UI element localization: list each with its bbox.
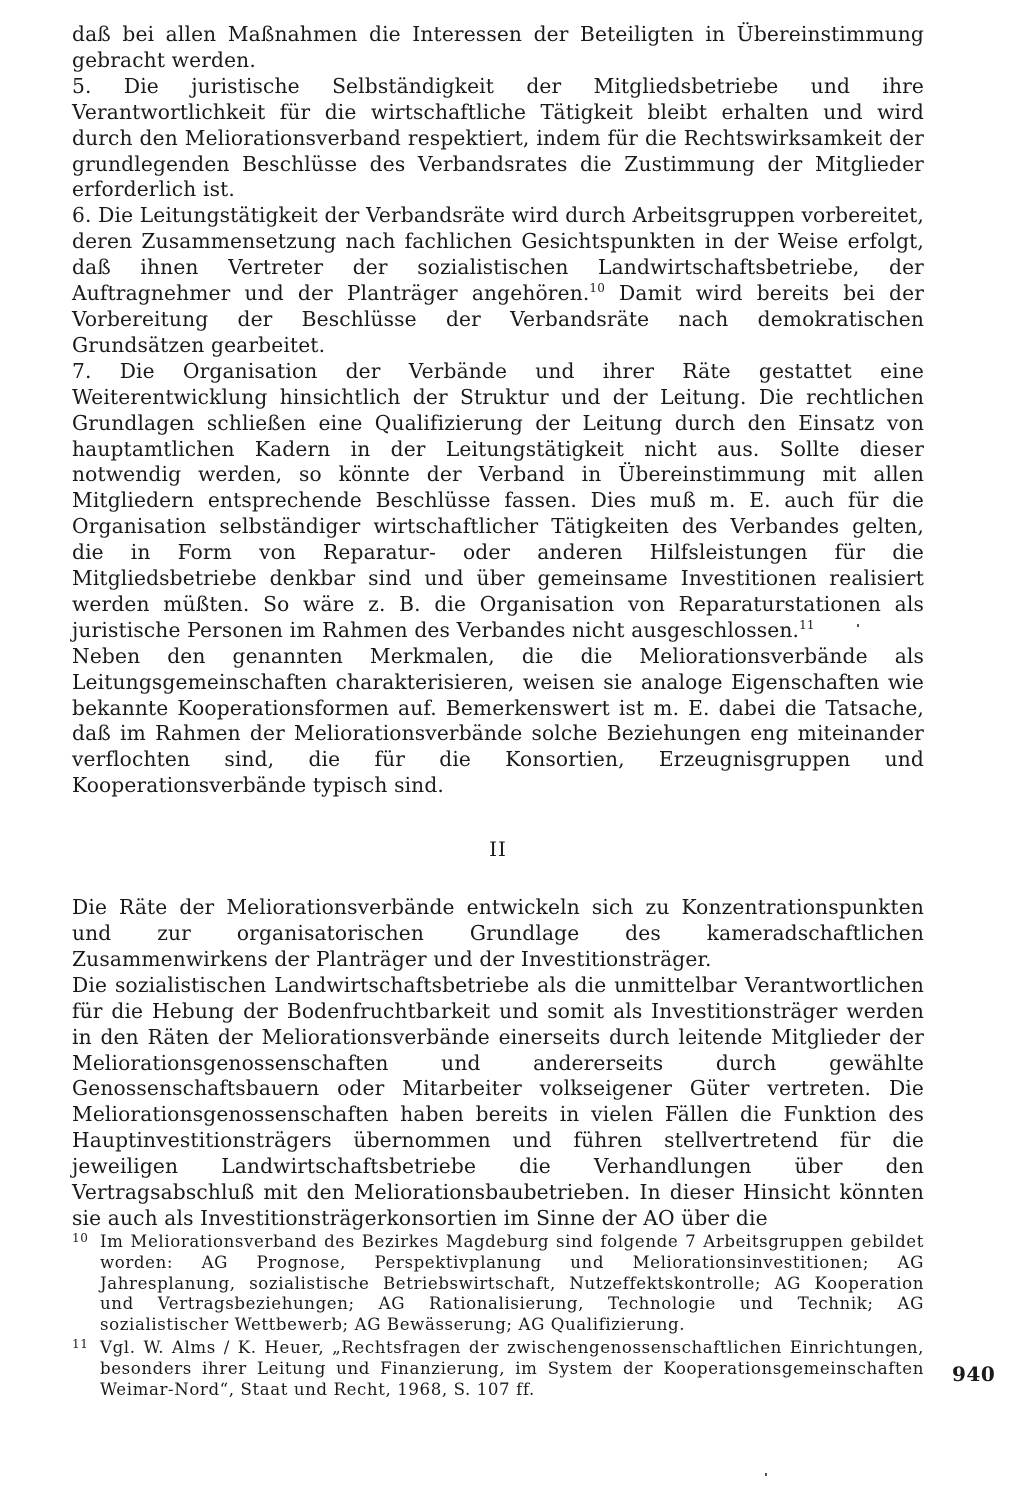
main-text [72,22,924,1232]
footnote-10 [72,1232,924,1336]
footnote-11 [72,1338,924,1400]
paragraph: Neben den genannten Merkmalen, die die Meliorationsverbände als Leitungsgemeinschaften charakterisieren, weisen sie analoge Eigenschaften wie bekannte Kooperationsformen auf. Bemerkenswert ist m. E. dabei die Tatsache, daß im Rahmen der Meliorationsverbände solche Beziehungen eng miteinander verflochten sind, die für die Konsortien, Erzeugnisgruppen und Kooperationsverbände typisch sind. [72,643,924,798]
footnote-mark: 10 [72,1231,89,1245]
paragraph-point-5: 5. Die juristische Selbständigkeit der Mitgliedsbetriebe und ihre Verantwortlichkeit für die wirtschaftliche Tätigkeit bleibt erhalten und wird durch den Meliorationsverband respektiert, indem für die Rechtswirksamkeit der grundlegenden Beschlüsse des Verbandsrates die Zustimmung der Mitglieder erforderlich ist. [72,73,924,202]
page-number: 940 [952,1362,996,1386]
footnote-ref-10: 10 [589,281,605,296]
paragraph: Die sozialistischen Landwirtschaftsbetriebe als die unmittelbar Verantwortlichen für die Hebung der Bodenfruchtbarkeit und somit als Investitionsträger werden in den Räten der Meliorationsverbände einerseits durch leitende Mitglieder der Meliorationsgenossenschaften und andererseits durch gewählte Genossenschaftsbauern oder Mitarbeiter volkseigener Güter vertreten. Die Meliorationsgenossenschaften haben bereits in vielen Fällen die Funktion des Hauptinvestitionsträgers übernommen und führen stellvertretend für die jeweiligen Landwirtschaftsbetriebe die Verhandlungen über den Vertragsabschluß mit den Meliorationsbaubetrieben. In dieser Hinsicht könnten sie auch als Investitionsträgerkonsortien im Sinne der AO über die [72,972,924,1230]
paragraph-point-6: 6. Die Leitungstätigkeit der Verbandsräte wird durch Arbeitsgruppen vorbereitet, deren Zusammensetzung nach fachlichen Gesichtspunkten in der Weise erfolgt, daß ihnen Vertreter der sozialistischen Landwirtschaftsbetriebe, der Auftragnehmer und der Planträger angehören.$^{10}$ Damit wird bereits bei der Vorbereitung der Beschlüsse der Verbandsräte nach demokratischen Grundsätzen gearbeitet. [72,203,925,357]
footnote-ref-11: 11 [799,617,815,632]
paragraph: Die Räte der Meliorationsverbände entwickeln sich zu Konzentrationspunkten und zur organisatorischen Grundlage des kameradschaftlichen Zusammenwirkens der Planträger und der Investitionsträger. [72,895,924,971]
footnote-text: Vgl. W. Alms / K. Heuer, „Rechtsfragen der zwischengenossenschaftlichen Einrichtungen, besonders ihrer Leitung und Finanzierung, im System der Kooperationsgemeinschaften Weimar-Nord“, Staat und Recht, 1968, S. 107 ff. [100,1337,924,1399]
footnote-text: Im Meliorationsverband des Bezirkes Magdeburg sind folgende 7 Arbeitsgruppen gebildet worden: AG Prognose, Perspektivplanung und Meliorationsinvestitionen; AG Jahresplanung, sozialistische Betriebswirtschaft, Nutzeffektskontrolle; AG Kooperation und Vertragsbeziehungen; AG Rationalisierung, Technologie und Technik; AG sozialistischer Wettbewerb; AG Bewässerung; AG Qualifizierung. [100,1232,924,1335]
scan-speck [857,624,859,627]
paragraphs-before [72,22,924,799]
paragraphs-after [72,895,924,1232]
footnotes [72,1232,924,1402]
paragraph-point-7: 7. Die Organisation der Verbände und ihrer Räte gestattet eine Weiterentwicklung hinsichtlich der Struktur und der Leitung. Die rechtlichen Grundlagen schließen eine Qualifizierung der Leitung durch den Einsatz von hauptamtlichen Kadern in der Leitungstätigkeit nicht aus. Sollte dieser notwendig werden, so könnte der Verband in Übereinstimmung mit allen Mitgliedern entsprechende Beschlüsse fassen. Dies muß m. E. auch für die Organisation selbständiger wirtschaftlicher Tätigkeiten des Verbandes gelten, die in Form von Reparatur- oder anderen Hilfsleistungen für die Mitgliedsbetriebe denkbar sind und über gemeinsame Investitionen realisiert werden müßten. So wäre z. B. die Organisation von Reparaturstationen als juristische Personen im Rahmen des Verbandes nicht ausgeschlossen.$^{11}$ [72,358,924,642]
scan-speck [765,1473,767,1476]
footnote-mark: 11 [72,1336,89,1351]
paragraph: daß bei allen Maßnahmen die Interessen der Beteiligten in Übereinstimmung gebracht werden. [72,22,924,72]
section-heading: II [489,837,507,862]
